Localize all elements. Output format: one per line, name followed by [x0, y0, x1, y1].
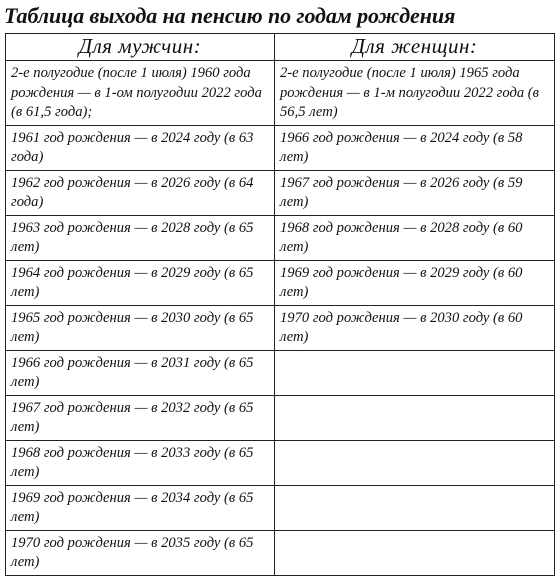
table-row: [6, 485, 555, 530]
header-women: Для женщин:: [275, 34, 555, 61]
table-row: [6, 61, 555, 126]
cell-men: 2-е полугодие (после 1 июля) 1960 года рождения — в 1-ом полугодии 2022 года (в 61,5 года);: [6, 61, 275, 126]
table-row: [6, 125, 555, 170]
table-row: [6, 215, 555, 260]
cell-men: 1968 год рождения — в 2033 году (в 65 лет): [6, 440, 275, 485]
table-header-row: [6, 34, 555, 61]
cell-men: 1969 год рождения — в 2034 году (в 65 лет): [6, 485, 275, 530]
table-row: [6, 260, 555, 305]
cell-women: 1966 год рождения — в 2024 году (в 58 лет): [275, 125, 555, 170]
cell-men: 1966 год рождения — в 2031 году (в 65 лет): [6, 350, 275, 395]
table-row: [6, 395, 555, 440]
table-row: [6, 305, 555, 350]
cell-women: 1970 год рождения — в 2030 году (в 60 лет): [275, 305, 555, 350]
cell-women-empty: [275, 440, 555, 485]
cell-men: 1967 год рождения — в 2032 году (в 65 лет): [6, 395, 275, 440]
cell-women: 2-е полугодие (после 1 июля) 1965 года рождения — в 1-м полугодии 2022 года (в 56,5 лет): [275, 61, 555, 126]
cell-women-empty: [275, 530, 555, 575]
header-men: Для мужчин:: [6, 34, 275, 61]
cell-women: 1968 год рождения — в 2028 году (в 60 лет): [275, 215, 555, 260]
page-title: Таблица выхода на пенсию по годам рождения: [4, 3, 456, 28]
table-row: [6, 530, 555, 575]
table-row: [6, 350, 555, 395]
table-row: [6, 440, 555, 485]
cell-men: 1970 год рождения — в 2035 году (в 65 лет): [6, 530, 275, 575]
cell-men: 1965 год рождения — в 2030 году (в 65 лет): [6, 305, 275, 350]
pension-table: [5, 33, 555, 576]
cell-men: 1962 год рождения — в 2026 году (в 64 года): [6, 170, 275, 215]
cell-women: 1969 год рождения — в 2029 году (в 60 лет): [275, 260, 555, 305]
cell-men: 1963 год рождения — в 2028 году (в 65 лет): [6, 215, 275, 260]
cell-men: 1961 год рождения — в 2024 году (в 63 года): [6, 125, 275, 170]
cell-women: 1967 год рождения — в 2026 году (в 59 лет): [275, 170, 555, 215]
cell-men: 1964 год рождения — в 2029 году (в 65 лет): [6, 260, 275, 305]
table-row: [6, 170, 555, 215]
cell-women-empty: [275, 485, 555, 530]
cell-women-empty: [275, 395, 555, 440]
cell-women-empty: [275, 350, 555, 395]
